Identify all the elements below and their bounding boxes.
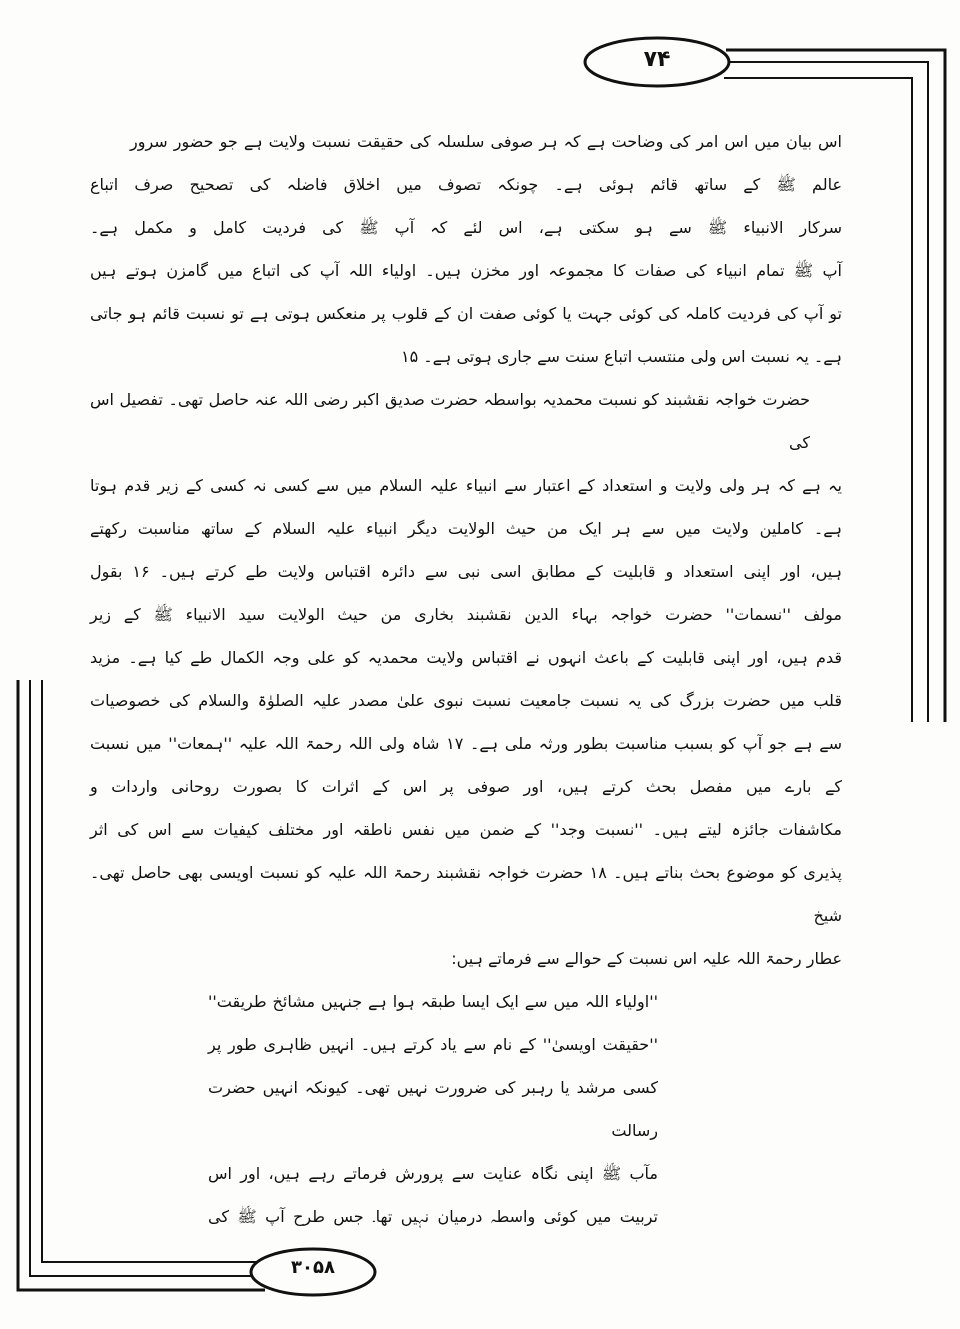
body-text	[90, 120, 842, 980]
quote-line: ''حقیقت اویسیٰ'' کے نام سے یاد کرتے ہیں۔ انہیں ظاہری طور پر	[208, 1035, 658, 1054]
body-line: مکاشفات جائزہ لیتے ہیں۔ ''نسبت وجد'' کے ضمن میں نفس ناطقہ اور مختلف کیفیات سے اس کی اثر	[90, 820, 842, 839]
body-line: سے ہے جو آپ کو بسبب مناسبت بطور ورثہ ملی ہے۔ ۱۷ شاہ ولی اللہ رحمۃ اللہ علیہ ''ہمعات'' میں نسبت	[90, 734, 843, 753]
body-line: یہ ہے کہ ہر ولی ولایت و استعداد کے اعتبار سے انبیاء علیہ السلام میں سے کسی نہ کسی کے زیر قدم ہوتا	[90, 476, 842, 495]
top-page-number: ۷۴	[643, 47, 671, 72]
quote-line: کسی مرشد یا رہبر کی ضرورت نہیں تھی۔ کیونکہ انہیں حضرت رسالت	[208, 1078, 658, 1140]
body-line: قلب میں حضرت بزرگ کی یہ نسبت جامعیت نسبت نبوی علیٰ مصدر علیہ الصلوٰۃ والسلام کی خصوصیات	[90, 691, 842, 710]
quote-line: تربیت میں کوئی واسطہ درمیان نہیں تھا۔ جس طرح آپ ﷺ کی	[208, 1207, 658, 1226]
body-line: اس بیان میں اس امر کی وضاحت ہے کہ ہر صوفی سلسلہ کی حقیقت نسبت ولایت ہے جو حضور سرور	[130, 132, 842, 151]
body-line: عطار رحمۃ اللہ علیہ اس نسبت کے حوالے سے فرماتے ہیں:	[451, 949, 842, 968]
body-line: مولف ''نسمات'' حضرت خواجہ بہاء الدین نقشبند بخاری من حیث الولایت سید الانبیاء ﷺ کے زیر	[90, 605, 842, 624]
body-line: پذیری کو موضوع بحث بناتے ہیں۔ ۱۸ حضرت خواجہ نقشبند رحمۃ اللہ علیہ کو نسبت اویسی بھی حاصل تھی۔ شیخ	[90, 863, 843, 925]
body-line: ہے۔ کاملین ولایت میں سے ہر ایک من حیث الولایت دیگر انبیاء علیہ السلام کے ساتھ مناسبت رکھتے	[90, 519, 842, 538]
body-line: تو آپ کی فردیت کاملہ کی کوئی جہت یا کوئی صفت ان کے قلوب پر منعکس ہوتی ہے تو نسبت قائم ہو جاتی	[90, 304, 842, 323]
body-line: کے بارے میں مفصل بحث کرتے ہیں، اور صوفی پر اس کے اثرات کا بصورت روحانی واردات و	[90, 777, 842, 796]
body-line: عالم ﷺ کے ساتھ قائم ہوئی ہے۔ چونکہ تصوف میں اخلاق فاضلہ کی تصحیح صرف اتباع	[90, 175, 842, 194]
quote-line: مآب ﷺ اپنی نگاہ عنایت سے پرورش فرماتے رہے ہیں، اور اس	[208, 1164, 658, 1183]
body-line: حضرت خواجہ نقشبند کو نسبت محمدیہ بواسطہ حضرت صدیق اکبر رضی اللہ عنہ حاصل تھی۔ تفصیل اس کی	[90, 390, 810, 452]
body-line: ہے۔ یہ نسبت اس ولی منتسب اتباع سنت سے جاری ہوتی ہے۔ ۱۵	[400, 347, 842, 366]
body-line: ہیں، اور اپنی استعداد و قابلیت کے مطابق اسی نبی سے دائرہ اقتباس ولایت طے کرتے ہیں۔ ۱۶ بقول	[90, 562, 843, 581]
block-quote	[208, 980, 658, 1238]
body-line: آپ ﷺ تمام انبیاء کی صفات کا مجموعہ اور مخزن ہیں۔ اولیاء اللہ آپ کی اتباع میں گامزن ہوتے ہیں	[90, 261, 842, 280]
body-line: قدم ہیں، اور اپنی قابلیت کے باعث انہوں نے اقتباس ولایت محمدیہ کو علی وجہ الکمال طے کیا ہے۔ مزید	[90, 648, 842, 667]
body-line: سرکار الانبیاء ﷺ سے ہو سکتی ہے، اس لئے کہ آپ ﷺ کی فردیت کامل و مکمل ہے۔	[90, 218, 842, 237]
quote-line: ''اولیاء اللہ میں سے ایک ایسا طبقہ ہوا ہے جنہیں مشائخ طریقت''	[208, 992, 658, 1011]
bottom-page-number: ۳۰۵۸	[291, 1257, 335, 1278]
